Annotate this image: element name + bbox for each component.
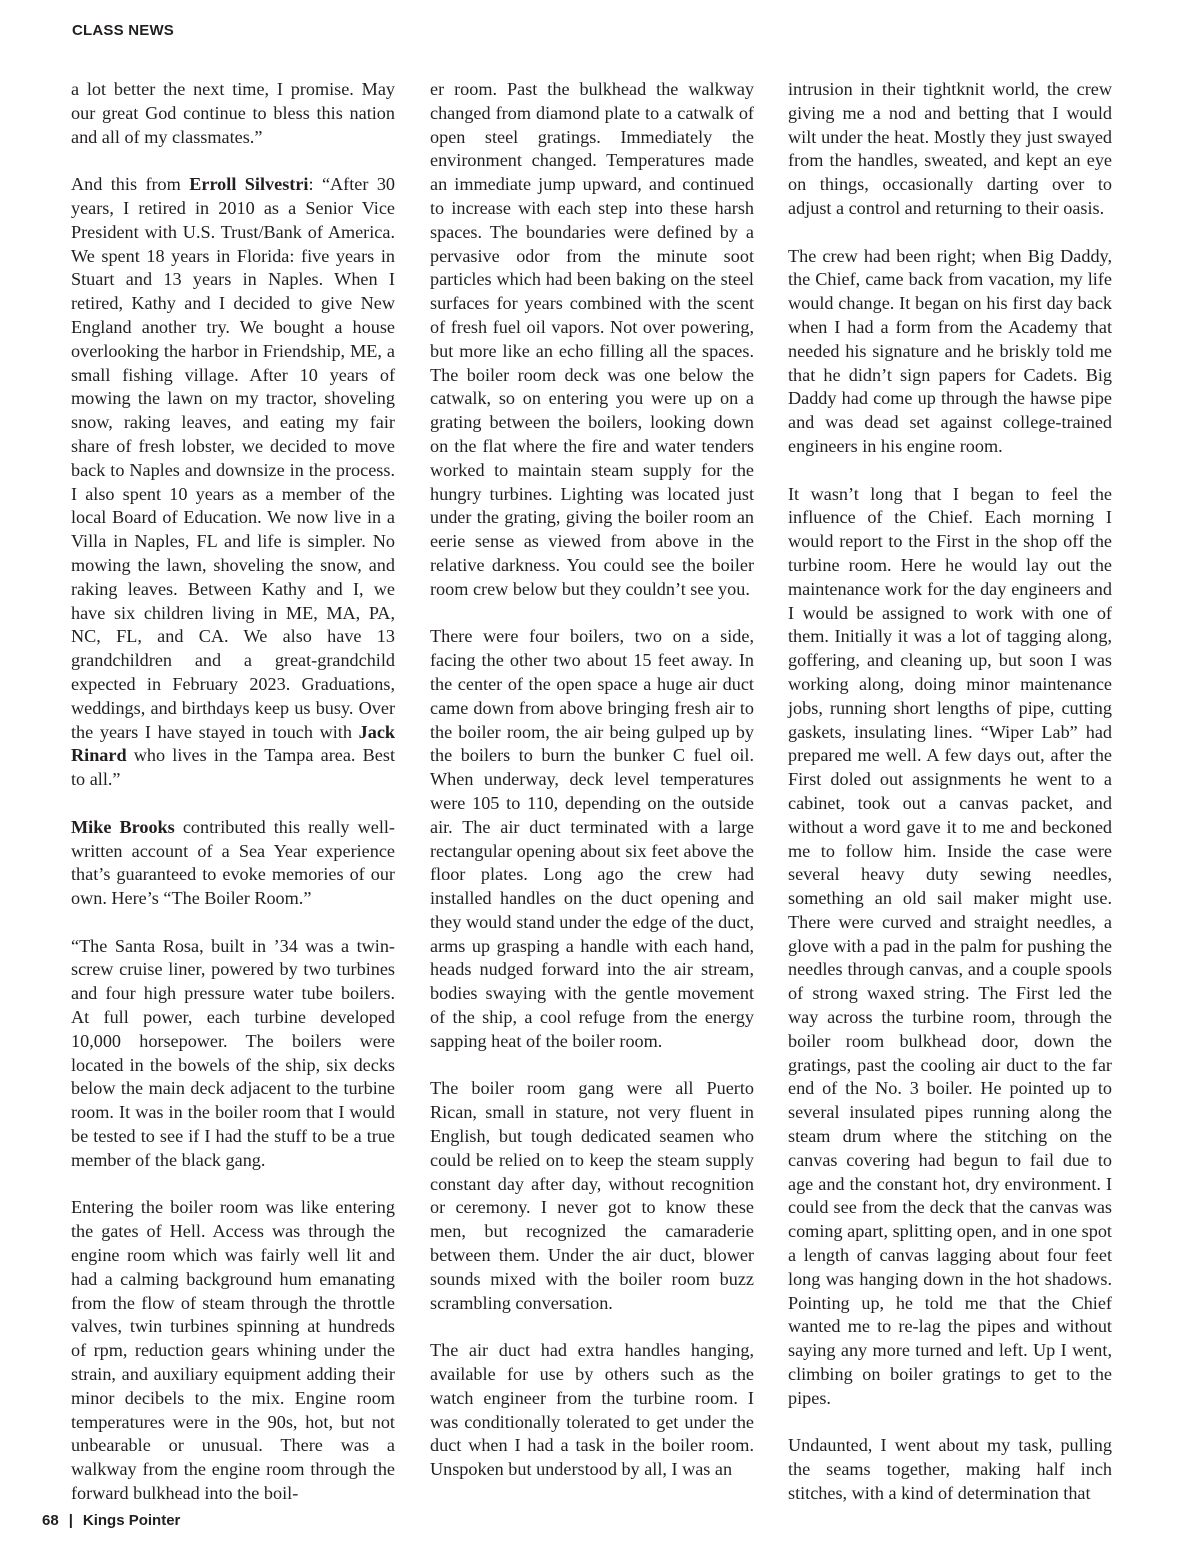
classmate-name: Mike Brooks xyxy=(71,816,175,837)
text-column-1 xyxy=(71,78,395,1506)
page-footer xyxy=(42,1512,180,1529)
classmate-name: Jack Rinard xyxy=(71,721,395,766)
paragraph: intrusion in their tightknit world, the crew giving me a nod and betting that I would wilt under the heat. Mostly they just swayed from the handles, sweated, and kept an eye on things, occasionally darting over to adjust a control and returning to their oasis. xyxy=(788,79,1112,218)
footer-separator: | xyxy=(68,1512,73,1529)
section-label: CLASS NEWS xyxy=(72,22,175,39)
page-number: 68 xyxy=(42,1512,59,1529)
paragraph: a lot better the next time, I promise. May our great God continue to bless this nation and all of my classmates.” xyxy=(71,79,395,147)
paragraph: There were four boilers, two on a side, facing the other two about 15 feet away. In the center of the open space a huge air duct came down from above bringing fresh air to the boiler room, the air being gulped up by the boilers to burn the bunker C fuel oil. When underway, deck level temperatures were 105 to 110, depending on the outside air. The air duct terminated with a large rectangular opening about six feet above the floor plates. Long ago the crew had installed handles on the duct opening and they would stand under the edge of the duct, arms up grasping a handle with each hand, heads nudged forward into the air stream, bodies swaying with the gentle movement of the ship, a cool refuge from the energy sapping heat of the boiler room. xyxy=(430,626,754,1051)
publication-name: Kings Pointer xyxy=(82,1512,181,1529)
text-column-2 xyxy=(430,78,754,1482)
paragraph: The air duct had extra handles hanging, available for use by others such as the watch engineer from the turbine room. I was conditionally tolerated to get under the duct when I had a task in the boiler room. Unspoken but understood by all, I was an xyxy=(430,1340,754,1480)
paragraph: er room. Past the bulkhead the walkway changed from diamond plate to a catwalk of open steel gratings. Immediately the environment changed. Temperatures made an immediate jump upward, and continued to increase with each step into these harsh spaces. The boundaries were defined by a pervasive odor from the minute soot particles which had been baking on the steel surfaces for years combined with the scent of fresh fuel oil vapors. Not over powering, but more like an echo filling all the spaces. The boiler room deck was one below the catwalk, so on entering you were up on a grating between the boilers, looking down on the flat where the fire and water tenders worked to maintain steam supply for the hungry turbines. Lighting was located just under the grating, giving the boiler room an eerie sense as viewed from above in the relative darkness. You could see the boiler room crew below but they couldn’t see you. xyxy=(430,79,754,599)
paragraph: The crew had been right; when Big Daddy, the Chief, came back from vacation, my life would change. It began on his first day back when I had a form from the Academy that needed his signature and he briskly told me that he didn’t sign papers for Cadets. Big Daddy had come up through the hawse pipe and was dead set against college-trained engineers in his engine room. xyxy=(788,245,1112,456)
paragraph: Undaunted, I went about my task, pulling the seams together, making half inch stitches, with a kind of determination that xyxy=(788,1435,1112,1504)
paragraph: It wasn’t long that I began to feel the influence of the Chief. Each morning I would report to the First in the shop off the turbine room. Here he would lay out the maintenance work for the day engineers and I would be assigned to work with one of them. Initially it was a lot of tagging along, goffering, and cleaning up, but soon I was working along, doing minor maintenance jobs, running short lengths of pipe, cutting gaskets, insulating lines. “Wiper Lab” had prepared me well. A few days out, after the First doled out assignments he went to a cabinet, took out a canvas packet, and without a word gave it to me and beckoned me to follow him. Inside the case were several heavy duty sewing needles, something an old sail maker might use. There were curved and straight needles, a glove with a pad in the palm for pushing the needles through canvas, and a couple spools of strong waxed string. The First led the way across the turbine room, through the boiler room bulkhead door, down the gratings, past the cooling air duct to the far end of the No. 3 boiler. He pointed up to several insulated pipes running along the steam drum where the stitching on the canvas covering had begun to fail due to age and the constant hot, dry environment. I could see from the deck that the canvas was coming apart, splitting open, and in one spot a length of canvas lagging about four feet long was hanging down in the hot shadows. Pointing up, he told me that the Chief wanted me to re-lag the pipes and without saying any more turned and left. Up I went, climbing on boiler gratings to get to the pipes. xyxy=(788,483,1112,1408)
text-column-3 xyxy=(788,78,1112,1506)
paragraph: And this from Erroll Silvestri: “After 30 years, I retired in 2010 as a Senior Vice President with U.S. Trust/Bank of America. We spent 18 years in Florida: five years in Stuart and 13 years in Naples. When I retired, Kathy and I decided to give New England another try. We bought a house overlooking the harbor in Friendship, ME, a small fishing village. After 10 years of mowing the lawn on my tractor, shoveling snow, raking leaves, and eating my fair share of fresh lobster, we decided to move back to Naples and downsize in the process. I also spent 10 years as a member of the local Board of Education. We now live in a Villa in Naples, FL and life is simpler. No mowing the lawn, shoveling the snow, and raking leaves. Between Kathy and I, we have six children living in ME, MA, PA, NC, FL, and CA. We also have 13 grandchildren and a great-grandchild expected in February 2023. Graduations, weddings, and birthdays keep us busy. Over the years I have stayed in touch with Jack Rinard who lives in the Tampa area. Best to all.” xyxy=(71,174,396,790)
paragraph: Mike Brooks contributed this really well-written account of a Sea Year experience that’s guaranteed to evoke memories of our own. Here’s “The Boiler Room.” xyxy=(71,816,395,909)
paragraph: Entering the boiler room was like entering the gates of Hell. Access was through the engine room which was fairly well lit and had a calming background hum emanating from the flow of steam through the throttle valves, twin turbines spinning at hundreds of rpm, reduction gears whining under the strain, and auxiliary equipment adding their minor decibels to the mix. Engine room temperatures were in the 90s, hot, but not unbearable or unusual. There was a walkway from the engine room through the forward bulkhead into the boil- xyxy=(71,1197,395,1504)
paragraph: “The Santa Rosa, built in ’34 was a twin-screw cruise liner, powered by two turbines and four high pressure water tube boilers. At full power, each turbine developed 10,000 horsepower. The boilers were located in the bowels of the ship, six decks below the main deck adjacent to the turbine room. It was in the boiler room that I would be tested to see if I had the stuff to be a true member of the black gang. xyxy=(71,935,395,1170)
paragraph: The boiler room gang were all Puerto Rican, small in stature, not very fluent in English, but tough dedicated seamen who could be relied on to keep the steam supply constant day after day, without recognition or ceremony. I never got to know these men, but recognized the camaraderie between them. Under the air duct, blower sounds mixed with the boiler room buzz scrambling conversation. xyxy=(430,1078,754,1313)
classmate-name: Erroll Silvestri xyxy=(189,174,309,195)
